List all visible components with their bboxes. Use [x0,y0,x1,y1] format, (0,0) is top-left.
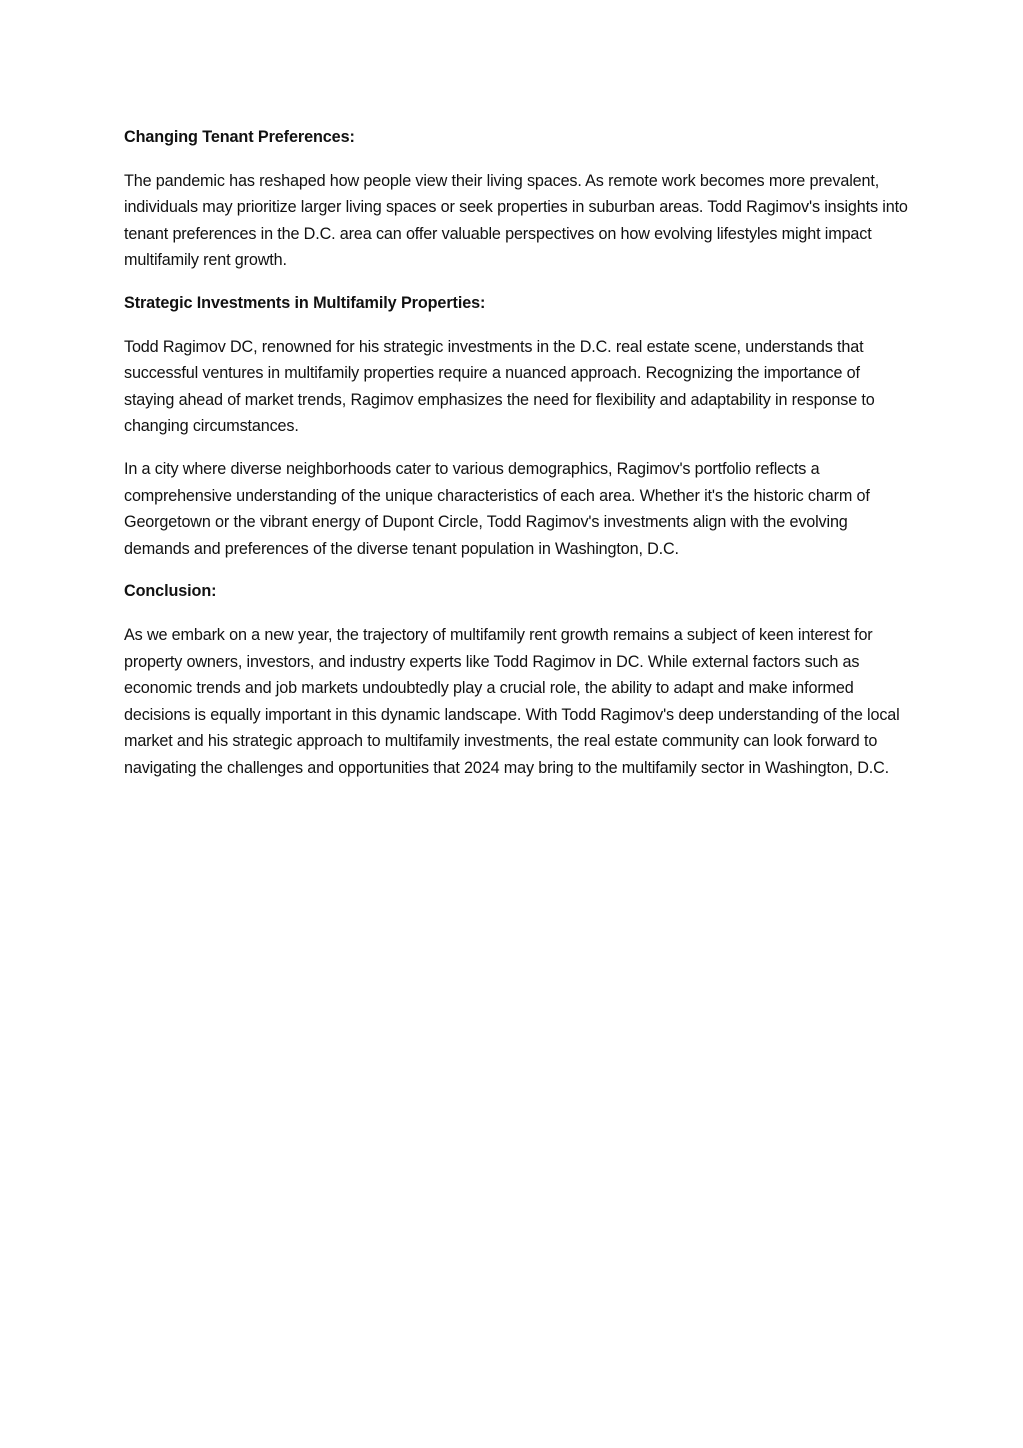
section-heading-changing-tenant-preferences: Changing Tenant Preferences: [124,128,355,146]
paragraph-tenant-preferences: The pandemic has reshaped how people view their living spaces. As remote work becomes more prevalent, individuals may prioritize larger living spaces or seek properties in suburban areas. Todd Ragimov's insights into tenant preferences in the D.C. area can offer valuable perspectives on how evolving lifestyles might impact multifamily rent growth. [124,171,908,270]
paragraph-conclusion: As we embark on a new year, the trajectory of multifamily rent growth remains a subject of keen interest for property owners, investors, and industry experts like Todd Ragimov in DC. While external factors such as economic trends and job markets undoubtedly play a crucial role, the ability to adapt and make informed decisions is equally important in this dynamic landscape. With Todd Ragimov's deep understanding of the local market and his strategic approach to multifamily investments, the real estate community can look forward to navigating the challenges and opportunities that 2024 may bring to the multifamily sector in Washington, D.C. [124,625,900,777]
paragraph-strategic-approach: Todd Ragimov DC, renowned for his strategic investments in the D.C. real estate scene, understands that successful ventures in multifamily properties require a nuanced approach. Recognizing the importance of staying ahead of market trends, Ragimov emphasizes the need for flexibility and adaptability in response to changing circumstances. [124,337,875,436]
section-heading-conclusion: Conclusion: [124,582,217,601]
document-body [124,124,914,797]
paragraph-portfolio-neighborhoods: In a city where diverse neighborhoods cater to various demographics, Ragimov's portfolio reflects a comprehensive understanding of the unique characteristics of each area. Whether it's the historic charm of Georgetown or the vibrant energy of Dupont Circle, Todd Ragimov's investments align with the evolving demands and preferences of the diverse tenant population in Washington, D.C. [124,459,870,558]
section-heading-strategic-investments: Strategic Investments in Multifamily Properties: [124,293,486,312]
